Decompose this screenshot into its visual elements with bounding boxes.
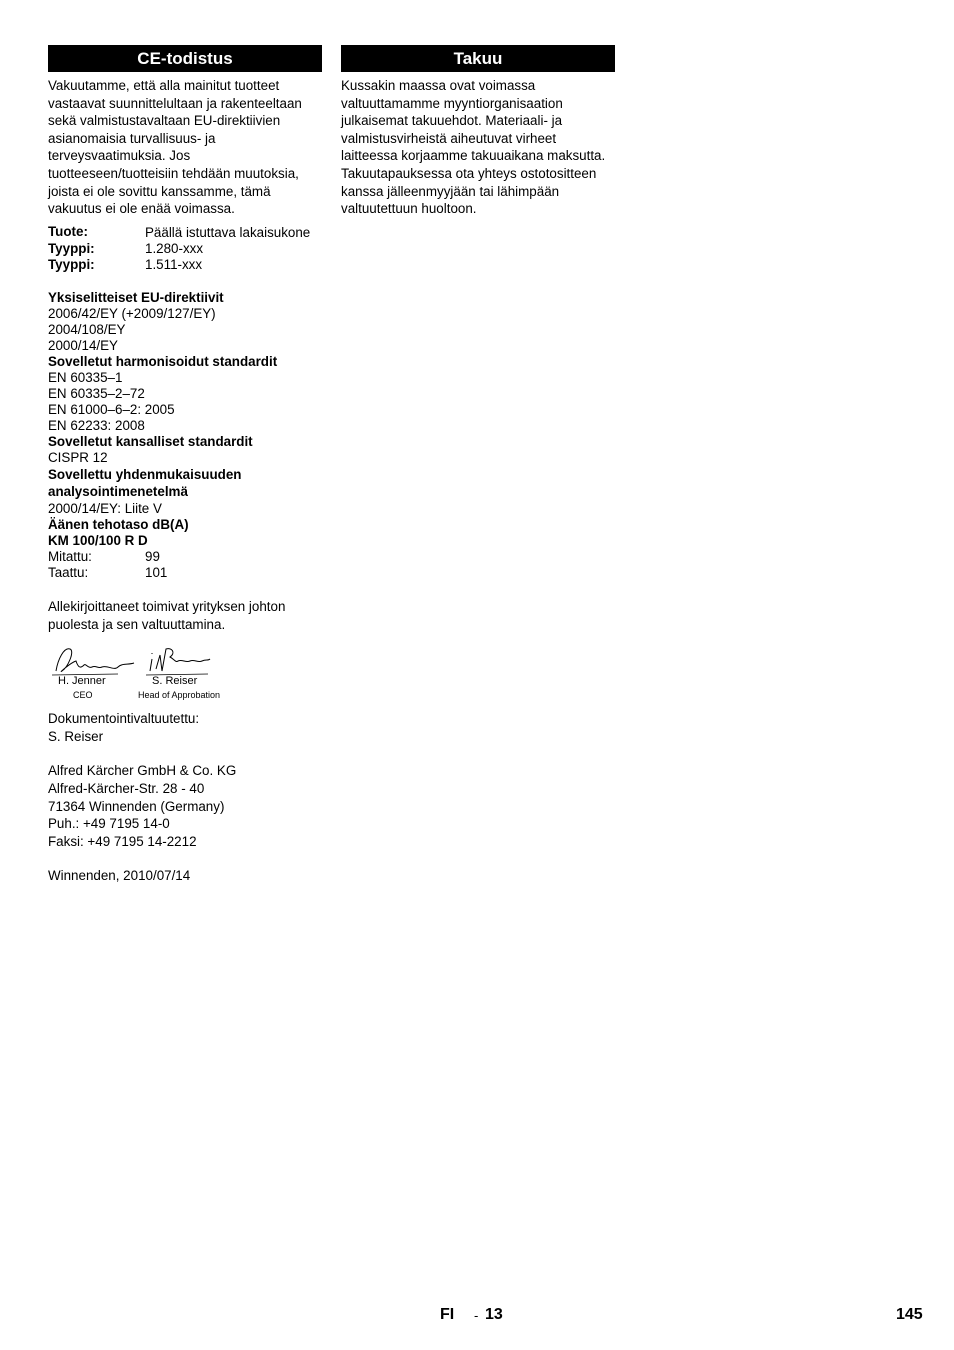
ce-declaration-column bbox=[48, 45, 322, 885]
sound-power-heading: Äänen tehotaso dB(A) bbox=[48, 516, 189, 532]
conformity-procedure-item: 2000/14/EY: Liite V bbox=[48, 500, 162, 516]
signer2-name: S. Reiser bbox=[152, 675, 198, 688]
signer1-role: CEO bbox=[73, 690, 93, 701]
place-date bbox=[48, 867, 322, 885]
signature-block bbox=[48, 641, 322, 701]
directives-heading: Yksiselitteiset EU-direktiivit bbox=[48, 289, 224, 305]
national-standard-item: CISPR 12 bbox=[48, 449, 108, 465]
product-value: Päällä istuttava lakaisukone bbox=[145, 224, 311, 240]
measured-value: 99 bbox=[145, 548, 160, 564]
model-label: KM 100/100 R D bbox=[48, 532, 148, 548]
guaranteed-value: 101 bbox=[145, 564, 168, 580]
type-label: Tyyppi: bbox=[48, 257, 95, 273]
company-line: Puh.: +49 7195 14-0 bbox=[48, 816, 170, 832]
documentation-name: S. Reiser bbox=[48, 728, 104, 744]
company-address bbox=[48, 762, 322, 850]
company-line: Alfred-Kärcher-Str. 28 - 40 bbox=[48, 780, 205, 796]
product-info bbox=[48, 224, 322, 274]
type-row-1 bbox=[48, 241, 322, 258]
product-label: Tuote: bbox=[48, 223, 88, 239]
footer-language: FI bbox=[440, 1306, 455, 1323]
documentation-representative bbox=[48, 710, 322, 745]
warranty-text: Kussakin maassa ovat voimassa valtuuttamamme myyntiorganisaation julkaisemat takuuehdot. Materiaali- ja valmistusvirheistä aiheutuvat virheet laitteessa korjaamme takuuaikana maksutta. Takuutapauksessa ota yhteys ostotositteen kanssa jälleenmyyjään tai lähimpään valtuutettuun huoltoon. bbox=[341, 78, 606, 217]
type-row-2 bbox=[48, 257, 322, 274]
directive-item: 2006/42/EY (+2009/127/EY) bbox=[48, 305, 216, 321]
signer2-role: Head of Approbation bbox=[138, 690, 221, 701]
directive-item: 2004/108/EY bbox=[48, 321, 126, 337]
guaranteed-row bbox=[48, 565, 322, 581]
harmonised-standards-heading: Sovelletut harmonisoidut standardit bbox=[48, 353, 278, 369]
warranty-heading: Takuu bbox=[341, 45, 615, 72]
footer-dash: - bbox=[474, 1308, 479, 1323]
type-label: Tyyppi: bbox=[48, 240, 95, 256]
documentation-label: Dokumentointivaltuutettu: bbox=[48, 711, 200, 727]
place-date-text: Winnenden, 2010/07/14 bbox=[48, 868, 191, 884]
type-value: 1.280-xxx bbox=[145, 240, 204, 256]
footer-page-number: 145 bbox=[896, 1306, 923, 1323]
guaranteed-label: Taattu: bbox=[48, 564, 89, 580]
company-line: 71364 Winnenden (Germany) bbox=[48, 798, 225, 814]
ce-declaration-heading: CE-todistus bbox=[48, 45, 322, 72]
directive-item: 2000/14/EY bbox=[48, 337, 118, 353]
type-value: 1.511-xxx bbox=[145, 257, 203, 273]
harmonised-standard-item: EN 60335–2–72 bbox=[48, 385, 145, 401]
company-line: Faksi: +49 7195 14-2212 bbox=[48, 833, 197, 849]
national-standards-heading: Sovelletut kansalliset standardit bbox=[48, 433, 253, 449]
standards-list bbox=[48, 290, 322, 581]
company-line: Alfred Kärcher GmbH & Co. KG bbox=[48, 763, 237, 779]
warranty-column bbox=[341, 45, 615, 218]
measured-label: Mitattu: bbox=[48, 548, 92, 564]
measured-row bbox=[48, 549, 322, 565]
conformity-procedure-heading: Sovellettu yhdenmukaisuuden analysointimenetelmä bbox=[48, 466, 242, 500]
footer-section-page: 13 bbox=[485, 1306, 503, 1323]
harmonised-standard-item: EN 61000–6–2: 2005 bbox=[48, 401, 175, 417]
ce-intro-text: Vakuutamme, että alla mainitut tuotteet vastaavat suunnittelultaan ja rakenteeltaan sekä valmistustavaltaan EU-direktiivien asianomaisia turvallisuus- ja terveysvaatimuksia. Jos tuotteeseen/tuotteisiin tehdään muutoksia, joista ei ole sovittu kanssamme, tämä vakuutus ei ole enää voimassa. bbox=[48, 78, 302, 217]
product-row bbox=[48, 224, 322, 241]
signers-statement: Allekirjoittaneet toimivat yrityksen johton puolesta ja sen valtuuttamina. bbox=[48, 598, 286, 632]
harmonised-standard-item: EN 62233: 2008 bbox=[48, 417, 145, 433]
harmonised-standard-item: EN 60335–1 bbox=[48, 369, 123, 385]
signer1-name: H. Jenner bbox=[58, 675, 106, 688]
